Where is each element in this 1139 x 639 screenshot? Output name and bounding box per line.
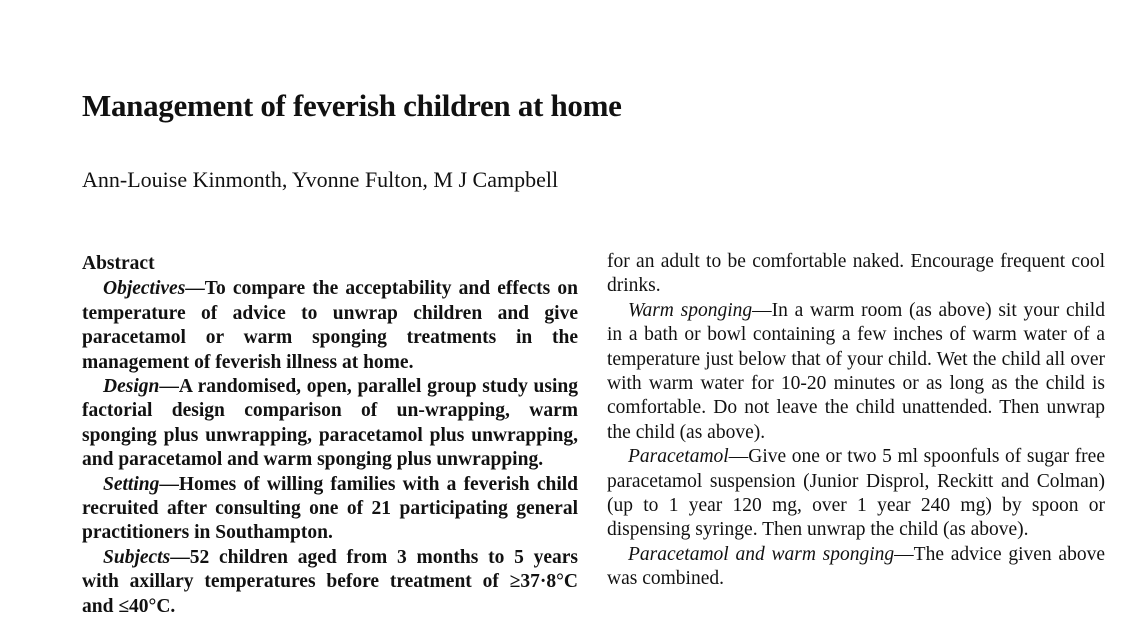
subjects-separator: — <box>170 546 190 568</box>
paracetamol-label: Paracetamol <box>628 446 729 468</box>
warm-sponging-separator: — <box>752 299 772 321</box>
paracetamol-sponging-paragraph <box>607 543 1105 592</box>
continuation-paragraph: for an adult to be comfortable naked. Encourage frequent cool drinks. <box>607 251 1105 297</box>
objectives-label: Objectives <box>103 278 186 300</box>
paracetamol-paragraph <box>607 445 1105 543</box>
abstract-setting <box>82 473 578 546</box>
design-label: Design <box>103 376 160 398</box>
body-column <box>607 250 1105 592</box>
objectives-separator: — <box>185 278 205 300</box>
objectives-text: To compare the acceptability and effects on temperature of advice to unwrap children and give paracetamol or warm sponging treatments in the management of feverish illness at home. <box>82 278 578 373</box>
warm-sponging-text: In a warm room (as above) sit your child in a bath or bowl containing a few inches of warm water of a temperature just below that of your child. Wet the child all over with warm water for 10-20 minutes or as long as the child is comfortable. Do not leave the child unattended. Then unwrap the child (as above). <box>607 299 1105 443</box>
paracetamol-separator: — <box>728 446 749 468</box>
paracetamol-text: Give one or two 5 ml spoonfuls of sugar free paracetamol suspension (Junior Disprol, Reckitt and Colman) (up to 1 year 120 mg, over 1 year 240 mg) by spoon or dispensing syringe. Then unwrap the child (as above). <box>607 446 1105 541</box>
abstract-design <box>82 375 578 473</box>
abstract-objectives <box>82 277 578 375</box>
abstract-heading: Abstract <box>82 253 155 274</box>
warm-sponging-paragraph <box>607 299 1105 445</box>
setting-label: Setting <box>103 473 160 495</box>
subjects-text: 52 children aged from 3 months to 5 years with axillary temperatures before treatment of ≥37·8°C and ≤40°C. <box>82 546 578 617</box>
setting-text: Homes of willing families with a feverish child recruited after consulting one of 21 participating general practitioners in Southampton. <box>82 473 578 544</box>
abstract-subjects <box>82 546 578 619</box>
paracetamol-sponging-label: Paracetamol and warm sponging <box>628 543 895 565</box>
design-text: A randomised, open, parallel group study using factorial design comparison of un-wrapping, warm sponging plus unwrapping, paracetamol plus unwrapping, and paracetamol and warm sponging plus unwrapping. <box>82 376 578 471</box>
article-title: Management of feverish children at home <box>82 88 622 123</box>
paracetamol-sponging-separator: — <box>894 543 914 565</box>
paracetamol-sponging-text: The advice given above was combined. <box>607 543 1105 590</box>
author-list: Ann-Louise Kinmonth, Yvonne Fulton, M J Campbell <box>82 167 559 192</box>
setting-separator: — <box>159 473 179 495</box>
warm-sponging-label: Warm sponging <box>628 299 753 321</box>
subjects-label: Subjects <box>103 546 171 568</box>
abstract-column <box>82 250 578 619</box>
design-separator: — <box>159 376 179 398</box>
